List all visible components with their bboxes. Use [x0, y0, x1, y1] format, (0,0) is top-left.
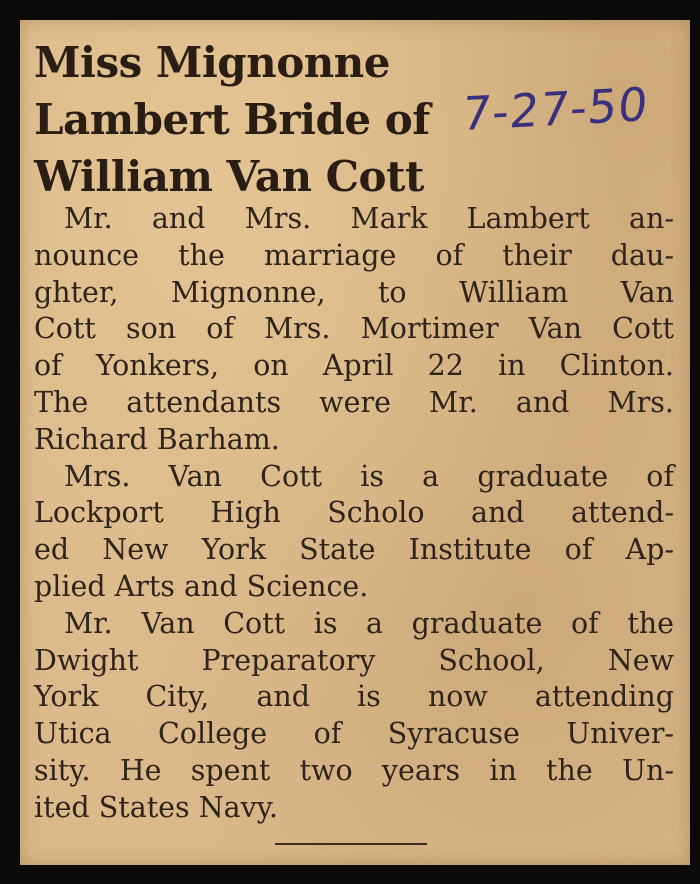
article-line: Mr. and Mrs. Mark Lambert an- [64, 202, 674, 235]
article-line: Cott son of Mrs. Mortimer Van Cott [34, 312, 674, 346]
article-line: York City, and is now attending [34, 680, 674, 714]
article-line: nounce the marriage of their dau- [34, 238, 674, 272]
headline-line: Lambert Bride of [34, 95, 430, 144]
article-line: Mr. Van Cott is a graduate of the [64, 606, 674, 640]
article-line: ed New York State Institute of Ap- [34, 533, 674, 567]
article-line: sity. He spent two years in the Un- [34, 753, 674, 787]
headline-line: Miss Mignonne [34, 38, 391, 87]
article-line: Lockport High Scholo and attend- [34, 496, 674, 530]
handwritten-date: 7-27-50 [459, 76, 651, 142]
article-line: Utica College of Syracuse Univer- [34, 717, 674, 751]
headline-line: William Van Cott [34, 152, 424, 201]
article-body [34, 201, 674, 827]
newspaper-clipping [20, 20, 690, 865]
divider-rule [275, 843, 427, 845]
article-line: Dwight Preparatory School, New [34, 643, 674, 677]
article-line: plied Arts and Science. [34, 569, 369, 603]
article-line: of Yonkers, on April 22 in Clinton. [34, 349, 674, 383]
headline [34, 34, 430, 205]
article-line: Richard Barham. [34, 422, 280, 456]
article-line: ghter, Mignonne, to William Van [34, 275, 674, 309]
article-line: ited States Navy. [34, 790, 279, 824]
article-line: Mrs. Van Cott is a graduate of [64, 459, 674, 493]
article-line: The attendants were Mr. and Mrs. [34, 385, 674, 419]
